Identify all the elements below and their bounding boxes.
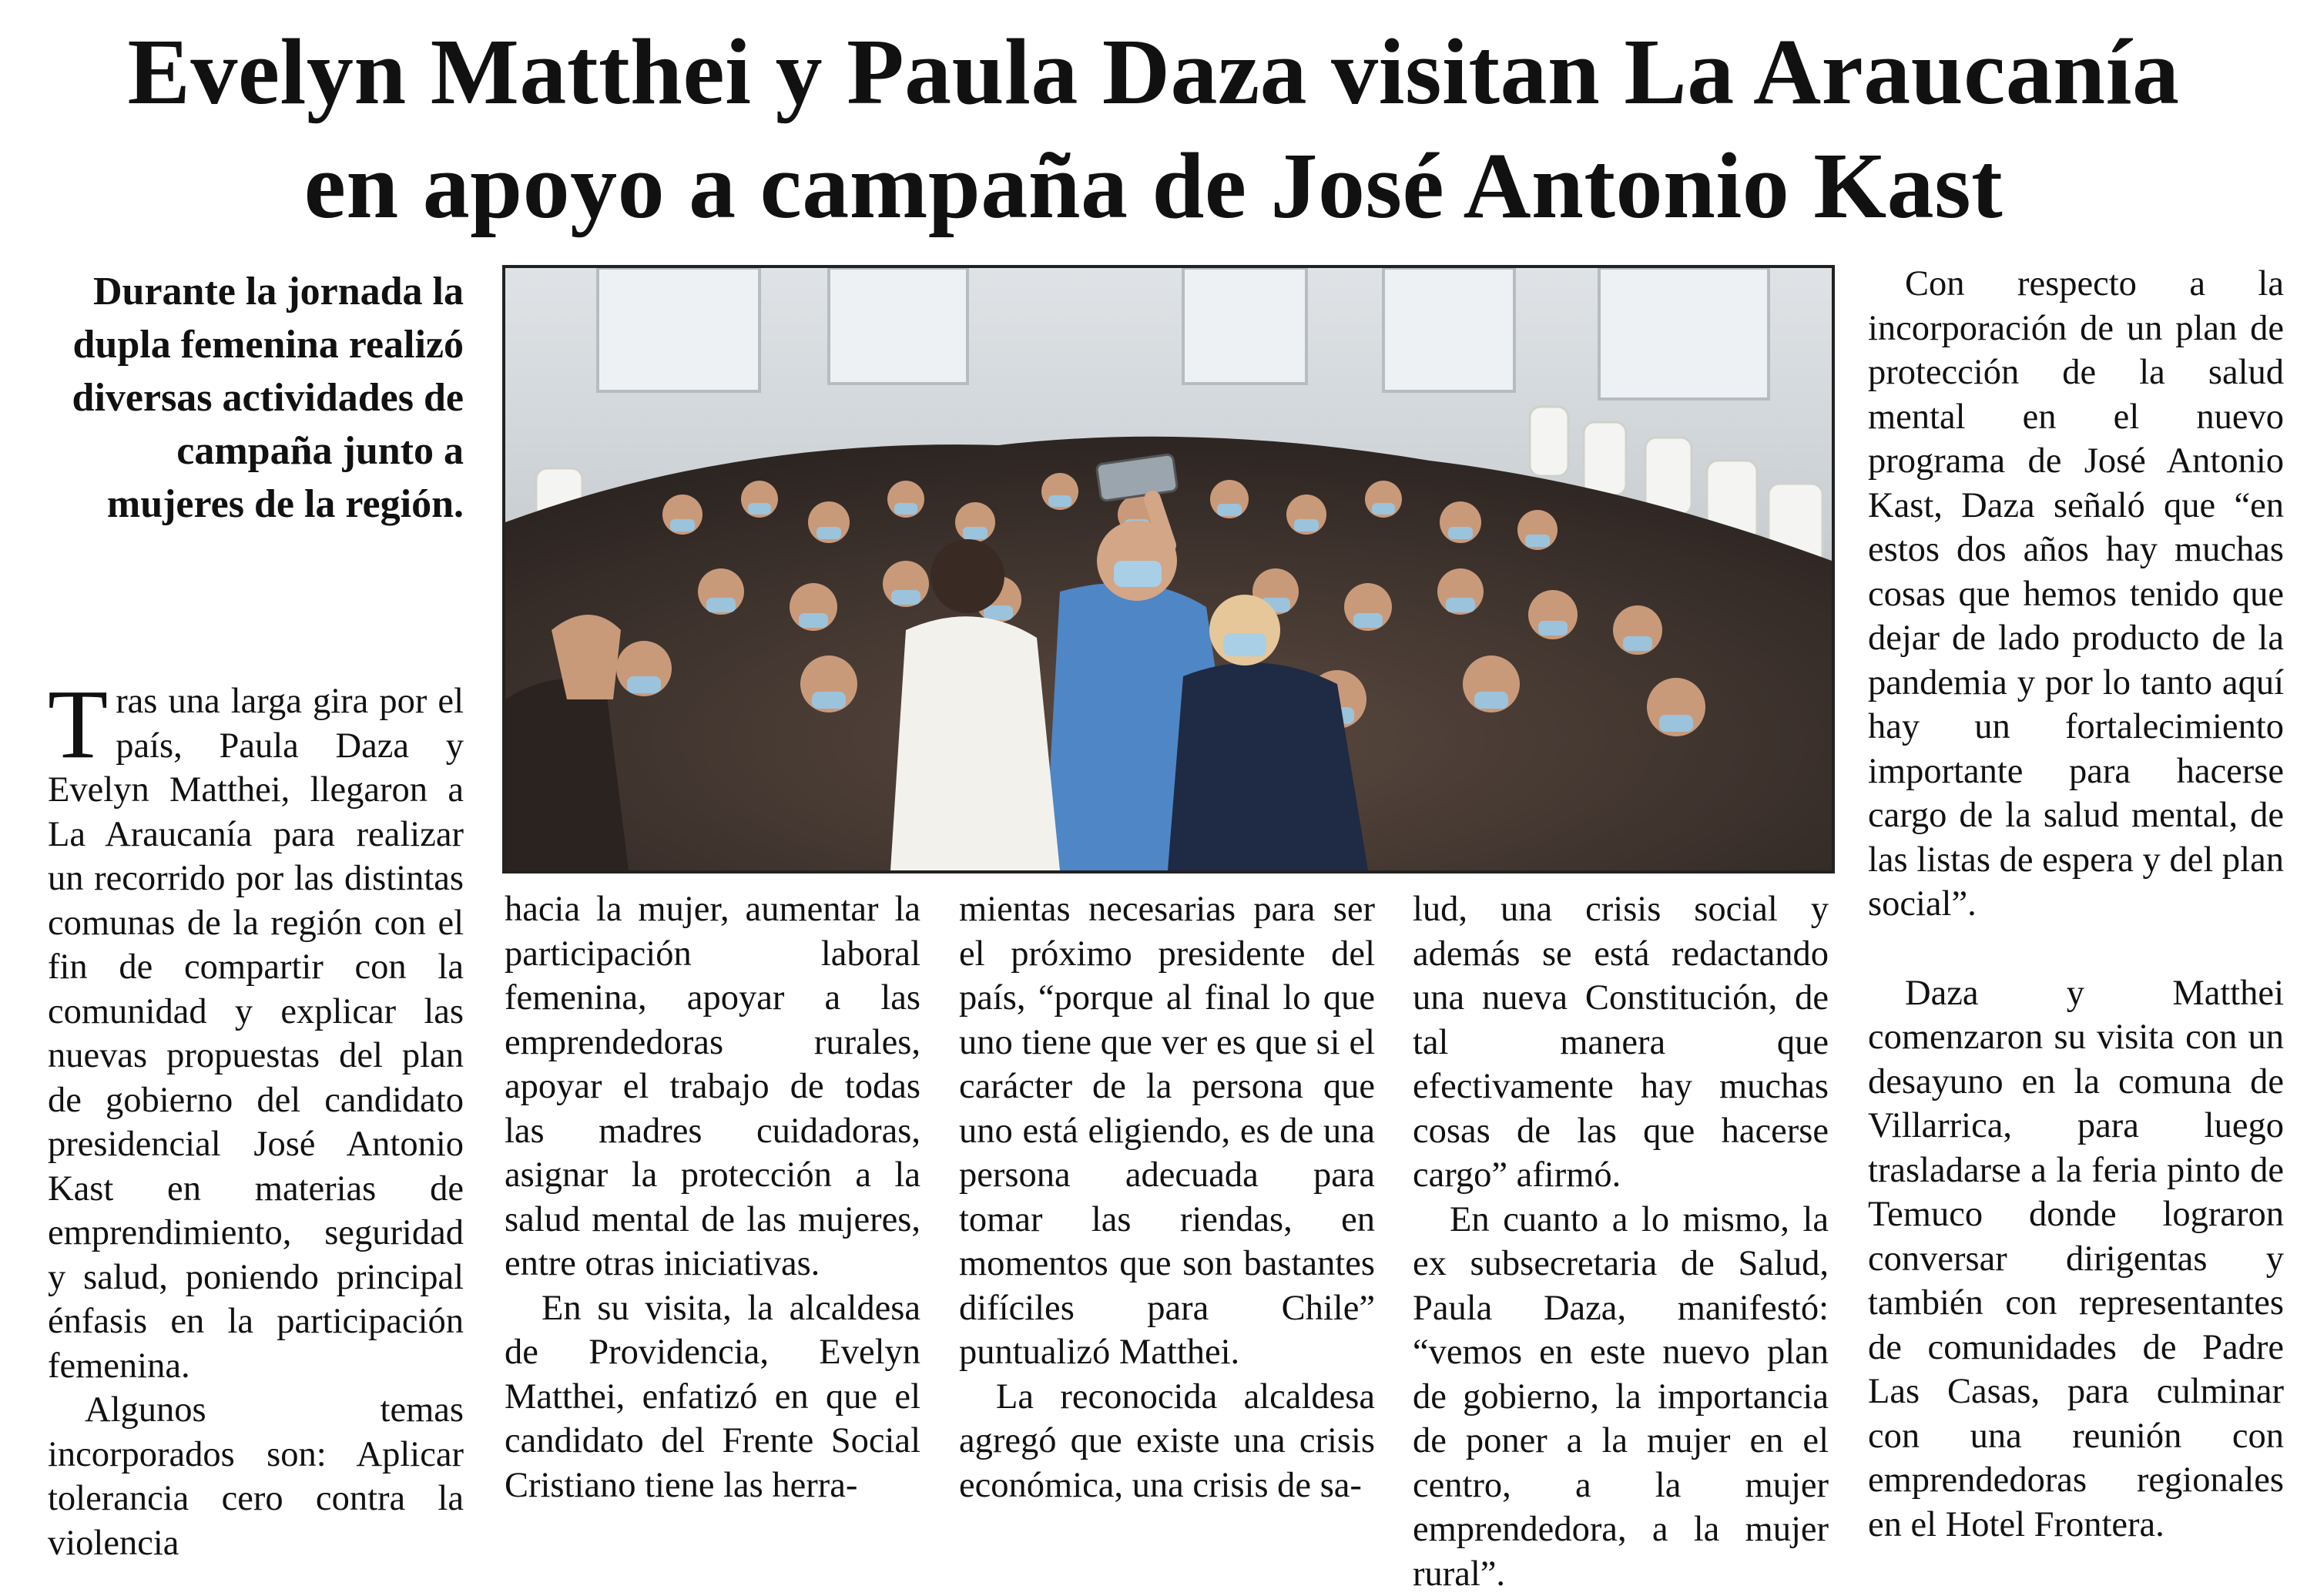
column-2-paragraph-2: En su visita, la alcaldesa de Providencia, Evelyn Matthei, enfatizó en que el candidato del Frente Social Cristiano tiene las herra- [505,1286,920,1508]
column-5-paragraph-1: Con respecto a la incorporación de un plan de protección de la salud mental en el nuevo programa de José Antonio Kast, Daza señaló que “en estos dos años hay muchas cosas que hemos tenido que dejar de lado producto de la pandemia y por lo tanto aquí hay un fortalecimiento importante para hacerse cargo de la salud mental, de las listas de espera y del plan social”. [1868,262,2284,927]
column-2-paragraph-1: hacia la mujer, aumentar la participación laboral femenina, apoyar a las emprendedoras rurales, apoyar el trabajo de todas las madres cuidadoras, asignar la protección a la salud mental de las mujeres, entre otras iniciativas. [505,887,920,1286]
column-3-paragraph-2: La reconocida alcaldesa agregó que existe una crisis económica, una crisis de sa- [959,1375,1375,1508]
article-column-1 [48,679,464,1565]
column-1-paragraph-1-text: ras una larga gira por el país, Paula Daza y Evelyn Matthei, llegaron a La Araucanía para realizar un recorrido por las distintas comunas de la región con el fin de compartir con la comunidad y explicar las nuevas propuestas del plan de gobierno del candidato presidencial José Antonio Kast en materias de emprendimiento, seguridad y salud, poniendo principal énfasis en la participación femenina. [48,682,464,1386]
column-4-paragraph-2: En cuanto a lo mismo, la ex subsecretaria de Salud, Paula Daza, manifestó: “vemos en este nuevo plan de gobierno, la importancia de poner a la mujer en el centro, a la mujer emprendedora, a la mujer rural”. [1413,1198,1829,1596]
column-3-paragraph-1: mientas necesarias para ser el próximo presidente del país, “porque al final lo que uno tiene que ver es que si el carácter de la persona que uno está eligiendo, es de una persona adecuada para tomar las riendas, en momentos que son bastantes difíciles para Chile” puntualizó Matthei. [959,887,1375,1375]
headline [31,15,2276,243]
headline-line-1: Evelyn Matthei y Paula Daza visitan La Araucanía [128,20,2180,124]
column-1-paragraph-2: Algunos temas incorporados son: Aplicar tolerancia cero contra la violencia [48,1388,464,1565]
lead-paragraph: Durante la jornada la dupla femenina realizó diversas actividades de campaña junto a mujeres de la región. [48,265,464,531]
article-column-5 [1868,262,2284,1547]
headline-line-2: en apoyo a campaña de José Antonio Kast [304,134,2004,238]
column-1-paragraph-1 [48,679,464,1388]
article-column-2 [505,887,920,1507]
drop-cap: T [48,686,108,763]
article-photo [502,265,1835,873]
article-column-3 [959,887,1375,1507]
column-5-paragraph-2: Daza y Matthei comenzaron su visita con un desayuno en la comuna de Villarrica, para luego trasladarse a la feria pinto de Temuco donde lograron conversar dirigentas y también con representantes de comunidades de Padre Las Casas, para culminar con una reunión con emprendedoras regionales en el Hotel Frontera. [1868,971,2284,1547]
article-column-4 [1413,887,1829,1596]
column-4-paragraph-1: lud, una crisis social y además se está redactando una nueva Constitución, de tal manera que efectivamente hay muchas cosas de las que hacerse cargo” afirmó. [1413,887,1829,1198]
